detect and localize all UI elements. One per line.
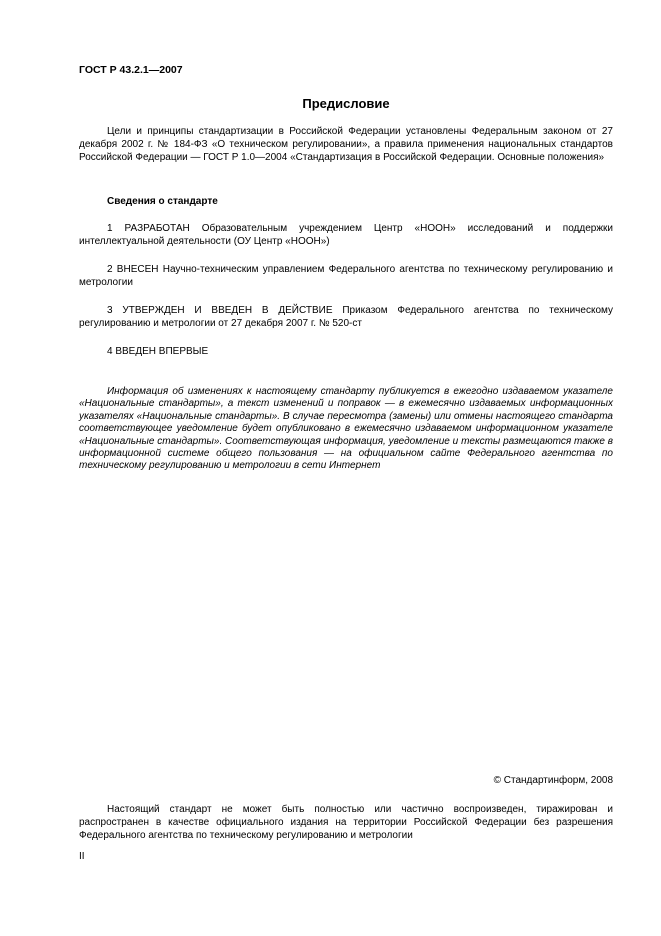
document-code: ГОСТ Р 43.2.1—2007 <box>79 64 183 76</box>
preface-title: Предисловие <box>302 96 390 111</box>
standard-info-item-first-introduced: 4 ВВЕДЕН ВПЕРВЫЕ <box>107 346 209 357</box>
standard-info-item-developed: 1 РАЗРАБОТАН Образовательным учреждением Центр «НООН» исследований и поддержки интеллектуальной деятельности (ОУ Центр «НООН») <box>79 223 613 247</box>
copyright-line: © Стандартинформ, 2008 <box>493 775 613 786</box>
changes-info-paragraph: Информация об изменениях к настоящему стандарту публикуется в ежегодно издаваемом указателе «Национальные стандарты», а текст изменений и поправок — в ежемесячно издаваемых информационных указателях «Национальные стандарты». В случае пересмотра (замены) или отмены настоящего стандарта соответствующее уведомление будет опубликовано в ежемесячно издаваемом информационном указателе «Национальные стандарты». Соответствующая информация, уведомление и тексты размещаются также в информационной системе общего пользования — на официальном сайте Федерального агентства по техническому регулированию и метрологии в сети Интернет <box>79 386 613 472</box>
reproduction-notice: Настоящий стандарт не может быть полностью или частично воспроизведен, тиражирован и распространен в качестве официального издания на территории Российской Федерации без разрешения Федерального агентства по техническому регулированию и метрологии <box>79 804 613 841</box>
standard-info-item-submitted: 2 ВНЕСЕН Научно-техническим управлением Федерального агентства по техническому регулированию и метрологии <box>79 264 613 288</box>
page-number: II <box>79 851 85 862</box>
preface-intro-paragraph: Цели и принципы стандартизации в Российской Федерации установлены Федеральным законом от 27 декабря 2002 г. № 184-ФЗ «О техническом регулировании», а правила применения национальных стандартов Российской Федерации — ГОСТ Р 1.0—2004 «Стандартизация в Российской Федерации. Основные положения» <box>79 126 613 163</box>
standard-info-heading: Сведения о стандарте <box>107 196 218 207</box>
standard-info-item-approved: 3 УТВЕРЖДЕН И ВВЕДЕН В ДЕЙСТВИЕ Приказом Федерального агентства по техническому регулированию и метрологии от 27 декабря 2007 г. № 520-ст <box>79 305 613 329</box>
